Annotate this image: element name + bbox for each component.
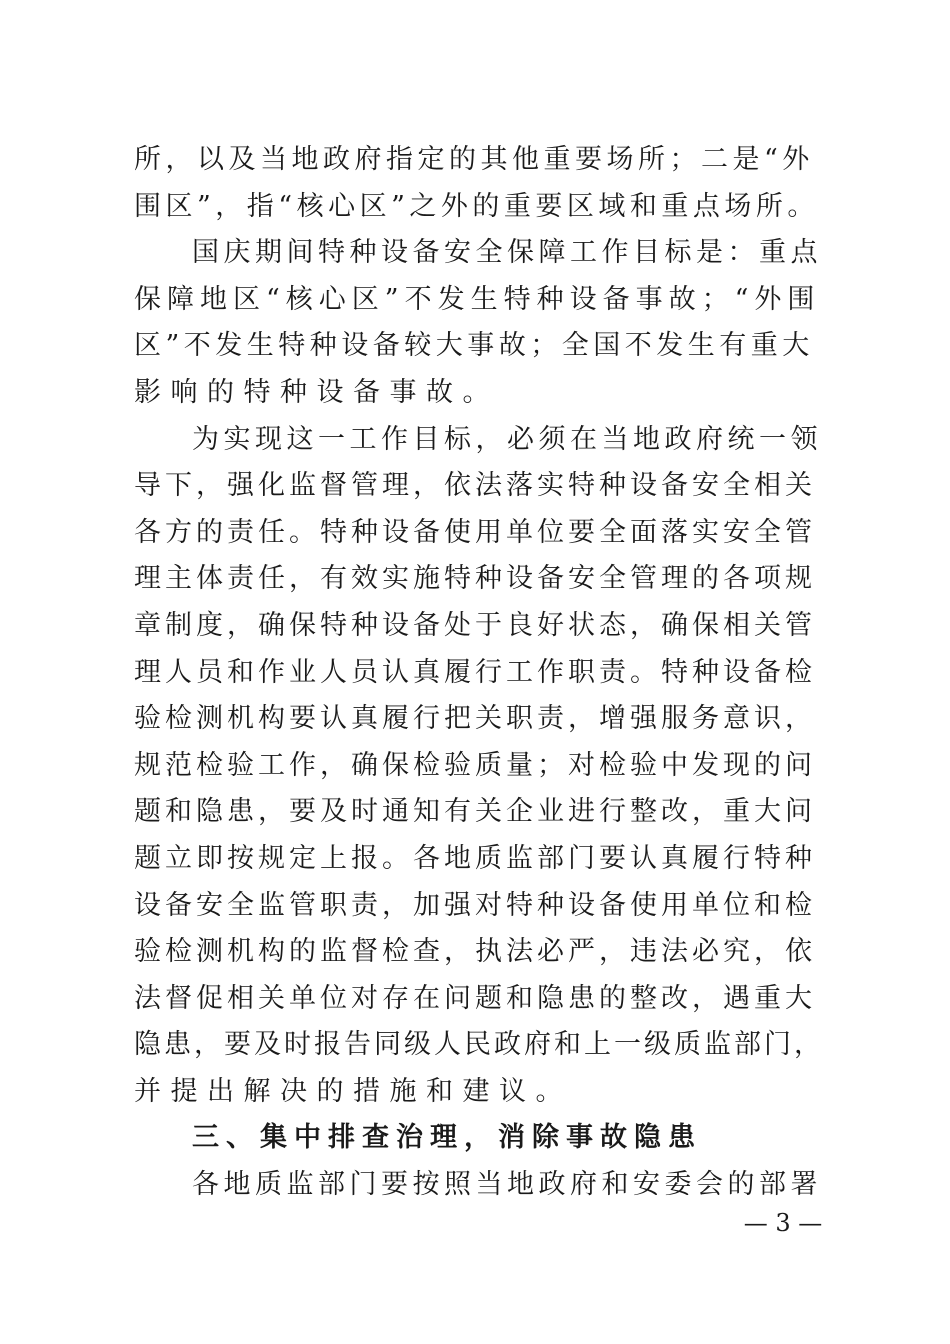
- text-line: 所，以及当地政府指定的其他重要场所；二是“外: [134, 144, 814, 175]
- text-line: 保障地区“核心区”不发生特种设备事故；“外围: [134, 283, 821, 315]
- paragraph-start-line: 为实现这一工作目标，必须在当地政府统一领: [192, 423, 822, 455]
- text-line: 影响的特种设备事故。: [134, 376, 499, 408]
- text-line: 并提出解决的措施和建议。: [134, 1075, 572, 1107]
- section-heading: 三、集中排查治理，消除事故隐患: [192, 1122, 702, 1154]
- text-line: 各方的责任。特种设备使用单位要全面落实安全管: [134, 516, 816, 548]
- text-line: 规范检验工作，确保检验质量；对检验中发现的问: [134, 749, 816, 781]
- text-line: 理人员和作业人员认真履行工作职责。特种设备检: [134, 656, 816, 688]
- text-line: 理主体责任，有效实施特种设备安全管理的各项规: [134, 563, 816, 595]
- body-text: [134, 137, 824, 1209]
- text-line: 题和隐患，要及时通知有关企业进行整改，重大问: [134, 796, 816, 828]
- text-line: 验检测机构的监督检查，执法必严，违法必究，依: [134, 936, 816, 968]
- paragraph-start-line: 各地质监部门要按照当地政府和安委会的部署: [192, 1169, 822, 1201]
- text-line: 验检测机构要认真履行把关职责，增强服务意识，: [134, 703, 816, 735]
- text-line: 题立即按规定上报。各地质监部门要认真履行特种: [134, 842, 816, 874]
- text-line: 围区”，指“核心区”之外的重要区域和重点场所。: [134, 190, 819, 222]
- text-line: 隐患，要及时报告同级人民政府和上一级质监部门，: [134, 1029, 824, 1061]
- text-line: 法督促相关单位对存在问题和隐患的整改，遇重大: [134, 982, 816, 1014]
- text-line: 导下，强化监督管理，依法落实特种设备安全相关: [134, 470, 816, 502]
- text-line: 章制度，确保特种设备处于良好状态，确保相关管: [134, 609, 816, 641]
- page-number: — 3 —: [743, 1209, 823, 1237]
- paragraph-start-line: 国庆期间特种设备安全保障工作目标是：重点: [192, 237, 822, 269]
- text-line: 区”不发生特种设备较大事故；全国不发生有重大: [134, 330, 814, 362]
- text-line: 设备安全监管职责，加强对特种设备使用单位和检: [134, 889, 816, 921]
